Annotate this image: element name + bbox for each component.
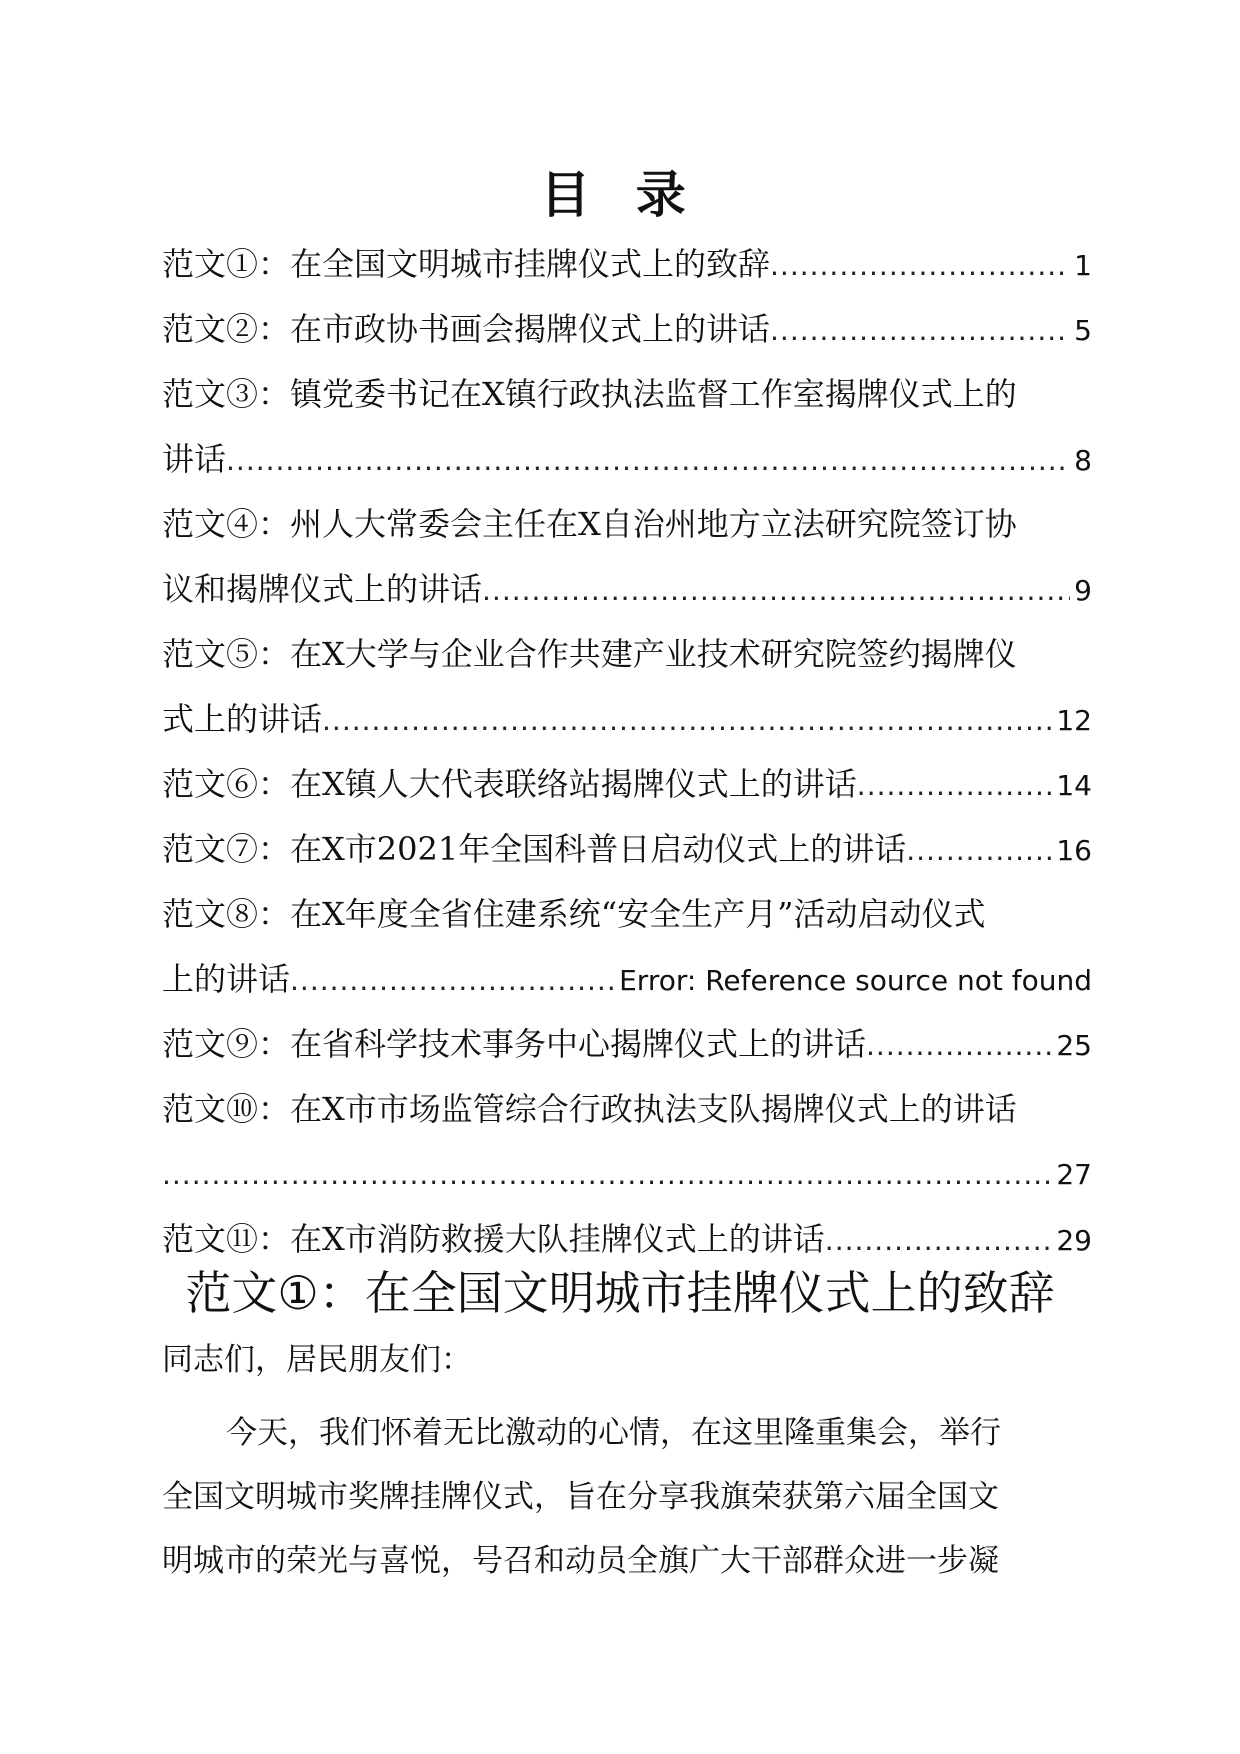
toc-entry-title: 范文⑤：在X大学与企业合作共建产业技术研究院签约揭牌仪 — [162, 635, 1017, 673]
paragraph-line-1 — [226, 1408, 1092, 1458]
toc-entry-title: 范文⑩：在X市市场监管综合行政执法支队揭牌仪式上的讲话 — [162, 1090, 1017, 1128]
toc-entry-1[interactable] — [162, 232, 1092, 297]
paragraph-text: 今天，我们怀着无比激动的心情，在这里隆重集会，举行 — [226, 1415, 1001, 1451]
toc-entry-8-continued[interactable] — [162, 947, 1092, 1012]
toc-page-number: 14 — [1056, 769, 1092, 802]
toc-page-number: 16 — [1056, 834, 1092, 867]
toc-page-number: 27 — [1056, 1158, 1092, 1191]
salutation: 同志们，居民朋友们： — [162, 1342, 472, 1378]
toc-entry-title: 范文⑪：在X市消防救援大队挂牌仪式上的讲话 — [162, 1220, 825, 1258]
toc-page-number: 5 — [1074, 314, 1092, 347]
toc-entry-4[interactable] — [162, 492, 1092, 557]
toc-leader-dots — [226, 428, 1070, 492]
paragraph-line-3 — [162, 1536, 1092, 1586]
toc-page-number: 9 — [1074, 574, 1092, 607]
toc-leader-dots — [322, 688, 1052, 752]
toc-page-number: 8 — [1074, 444, 1092, 477]
toc-entry-8[interactable] — [162, 882, 1092, 947]
toc-entry-7[interactable] — [162, 817, 1092, 882]
section-heading: 范文①：在全国文明城市挂牌仪式上的致辞 — [185, 1266, 1055, 1320]
toc-entry-5-continued[interactable] — [162, 687, 1092, 752]
toc-leader-dots — [290, 948, 615, 1012]
paragraph-text: 全国文明城市奖牌挂牌仪式，旨在分享我旗荣获第六届全国文 — [162, 1479, 999, 1515]
toc-entry-6[interactable] — [162, 752, 1092, 817]
toc-leader-dots — [906, 818, 1052, 882]
toc-leader-dots — [866, 1013, 1052, 1077]
toc-entry-2[interactable] — [162, 297, 1092, 362]
paragraph-line-2 — [162, 1472, 1092, 1522]
toc-entry-4-continued[interactable] — [162, 557, 1092, 622]
toc-entry-title: 范文⑥：在X镇人大代表联络站揭牌仪式上的讲话 — [162, 765, 857, 803]
toc-entry-title: 范文③：镇党委书记在X镇行政执法监督工作室揭牌仪式上的 — [162, 375, 1017, 413]
toc-entry-title: 范文④：州人大常委会主任在X自治州地方立法研究院签订协 — [162, 505, 1017, 543]
toc-leader-dots — [857, 753, 1053, 817]
toc-entry-3-continued[interactable] — [162, 427, 1092, 492]
toc-entry-title: 范文⑦：在X市2021年全国科普日启动仪式上的讲话 — [162, 830, 907, 868]
toc-entry-title: 范文⑧：在X年度全省住建系统“安全生产月”活动启动仪式 — [162, 895, 986, 933]
toc-entry-10-continued[interactable] — [162, 1142, 1092, 1207]
toc-page-number: 29 — [1056, 1224, 1092, 1257]
toc-entry-title-continued: 议和揭牌仪式上的讲话 — [162, 570, 483, 608]
toc-leader-dots — [770, 298, 1070, 362]
toc-entry-title-continued: 上的讲话 — [162, 960, 291, 998]
toc-page-error: Error: Reference source not found — [619, 964, 1092, 997]
toc-title: 目 录 — [540, 166, 700, 224]
toc-entry-title: 范文①：在全国文明城市挂牌仪式上的致辞 — [162, 245, 771, 283]
toc-leader-dots — [482, 558, 1070, 622]
toc-page-number: 1 — [1074, 249, 1092, 282]
toc-leader-dots — [162, 1142, 1052, 1207]
toc-entry-10[interactable] — [162, 1077, 1092, 1142]
toc-leader-dots — [770, 233, 1070, 297]
toc-page-number: 12 — [1056, 704, 1092, 737]
toc-entry-title: 范文⑨：在省科学技术事务中心揭牌仪式上的讲话 — [162, 1025, 867, 1063]
toc-entry-title-continued: 式上的讲话 — [162, 700, 323, 738]
paragraph-text: 明城市的荣光与喜悦，号召和动员全旗广大干部群众进一步凝 — [162, 1543, 999, 1579]
toc-entry-title: 范文②：在市政协书画会揭牌仪式上的讲话 — [162, 310, 771, 348]
table-of-contents — [162, 232, 1092, 1272]
toc-entry-title-continued: 讲话 — [162, 440, 227, 478]
toc-entry-3[interactable] — [162, 362, 1092, 427]
toc-page-number: 25 — [1056, 1029, 1092, 1062]
toc-entry-5[interactable] — [162, 622, 1092, 687]
toc-entry-9[interactable] — [162, 1012, 1092, 1077]
